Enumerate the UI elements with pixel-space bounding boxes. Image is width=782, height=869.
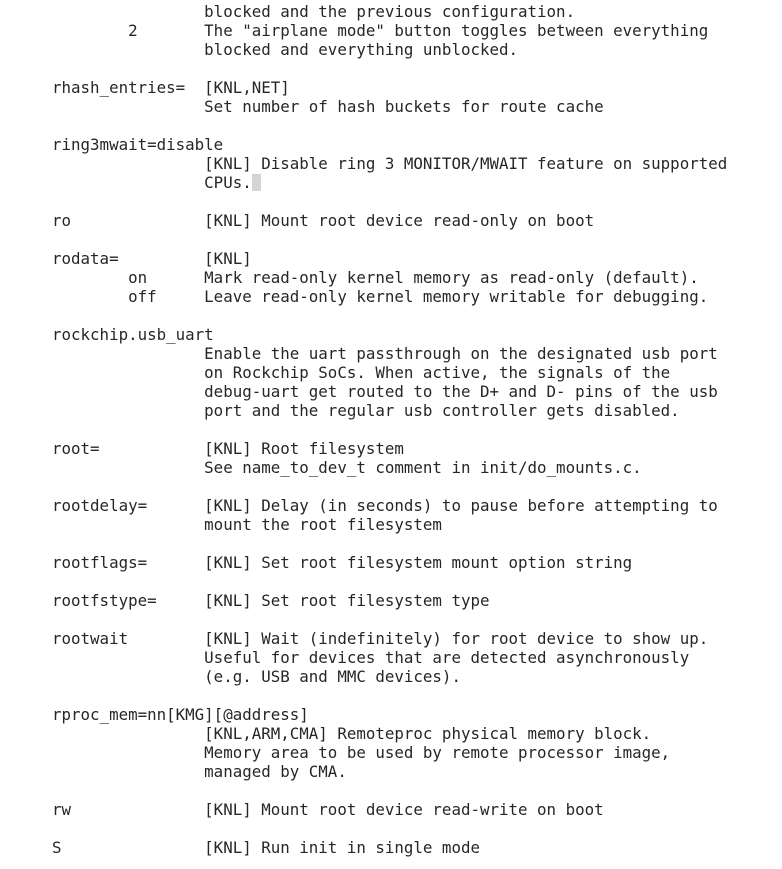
line-text: ring3mwait=disable — [52, 135, 224, 154]
document-line — [52, 306, 727, 325]
document-line — [52, 287, 727, 306]
document-line — [52, 686, 727, 705]
line-text: rockchip.usb_uart — [52, 325, 214, 344]
line-text: rw [KNL] Mount root device read-write on boot — [52, 800, 604, 819]
document-line — [52, 325, 727, 344]
document-line — [52, 477, 727, 496]
line-text: rootdelay= [KNL] Delay (in seconds) to pause before attempting to — [52, 496, 718, 515]
document-line — [52, 249, 727, 268]
document-line — [52, 154, 727, 173]
document-line — [52, 724, 727, 743]
document-line — [52, 591, 727, 610]
line-text: on Mark read-only kernel memory as read-only (default). — [52, 268, 699, 287]
line-text: managed by CMA. — [52, 762, 347, 781]
document-line — [52, 610, 727, 629]
line-text: [KNL,ARM,CMA] Remoteproc physical memory block. — [52, 724, 652, 743]
document-line — [52, 401, 727, 420]
document-line — [52, 97, 727, 116]
line-text: Useful for devices that are detected asynchronously — [52, 648, 690, 667]
document-line — [52, 743, 727, 762]
document-line — [52, 439, 727, 458]
document-line — [52, 458, 727, 477]
document-line — [52, 192, 727, 211]
document-line — [52, 800, 727, 819]
document-line — [52, 648, 727, 667]
line-text: off Leave read-only kernel memory writable for debugging. — [52, 287, 709, 306]
document-line — [52, 268, 727, 287]
line-text: See name_to_dev_t comment in init/do_mounts.c. — [52, 458, 642, 477]
line-text: Memory area to be used by remote processor image, — [52, 743, 671, 762]
document-line — [52, 515, 727, 534]
line-text: S [KNL] Run init in single mode — [52, 838, 480, 857]
document-line — [52, 40, 727, 59]
line-text: rootflags= [KNL] Set root filesystem mount option string — [52, 553, 633, 572]
line-text: rootwait [KNL] Wait (indefinitely) for root device to show up. — [52, 629, 709, 648]
document-line — [52, 496, 727, 515]
line-text: [KNL] Disable ring 3 MONITOR/MWAIT feature on supported — [52, 154, 728, 173]
document-line — [52, 819, 727, 838]
document-line — [52, 762, 727, 781]
document-line — [52, 135, 727, 154]
text-cursor — [252, 174, 261, 191]
line-text: rhash_entries= [KNL,NET] — [52, 78, 290, 97]
document-line — [52, 781, 727, 800]
line-text: port and the regular usb controller gets disabled. — [52, 401, 680, 420]
line-text: (e.g. USB and MMC devices). — [52, 667, 461, 686]
document-line — [52, 667, 727, 686]
document-line — [52, 230, 727, 249]
document-line — [52, 211, 727, 230]
document-line — [52, 78, 727, 97]
line-text: rootfstype= [KNL] Set root filesystem type — [52, 591, 490, 610]
line-text: 2 The "airplane mode" button toggles between everything — [52, 21, 709, 40]
line-text: rproc_mem=nn[KMG][@address] — [52, 705, 309, 724]
line-text: blocked and the previous configuration. — [52, 2, 576, 21]
line-text: mount the root filesystem — [52, 515, 442, 534]
document-line — [52, 572, 727, 591]
document-line — [52, 838, 727, 857]
document-line — [52, 553, 727, 572]
line-text: blocked and everything unblocked. — [52, 40, 519, 59]
document-line — [52, 173, 727, 192]
line-text: debug-uart get routed to the D+ and D- pins of the usb — [52, 382, 718, 401]
line-text: CPUs. — [52, 173, 252, 192]
line-text: ro [KNL] Mount root device read-only on boot — [52, 211, 595, 230]
kernel-parameters-document — [52, 2, 727, 857]
document-line — [52, 534, 727, 553]
line-text: rodata= [KNL] — [52, 249, 252, 268]
document-line — [52, 59, 727, 78]
line-text: Enable the uart passthrough on the designated usb port — [52, 344, 718, 363]
document-line — [52, 382, 727, 401]
line-text: root= [KNL] Root filesystem — [52, 439, 404, 458]
document-line — [52, 629, 727, 648]
document-line — [52, 21, 727, 40]
document-line — [52, 420, 727, 439]
document-line — [52, 344, 727, 363]
line-text: Set number of hash buckets for route cache — [52, 97, 604, 116]
document-line — [52, 2, 727, 21]
line-text: on Rockchip SoCs. When active, the signals of the — [52, 363, 671, 382]
document-line — [52, 705, 727, 724]
document-line — [52, 363, 727, 382]
document-line — [52, 116, 727, 135]
